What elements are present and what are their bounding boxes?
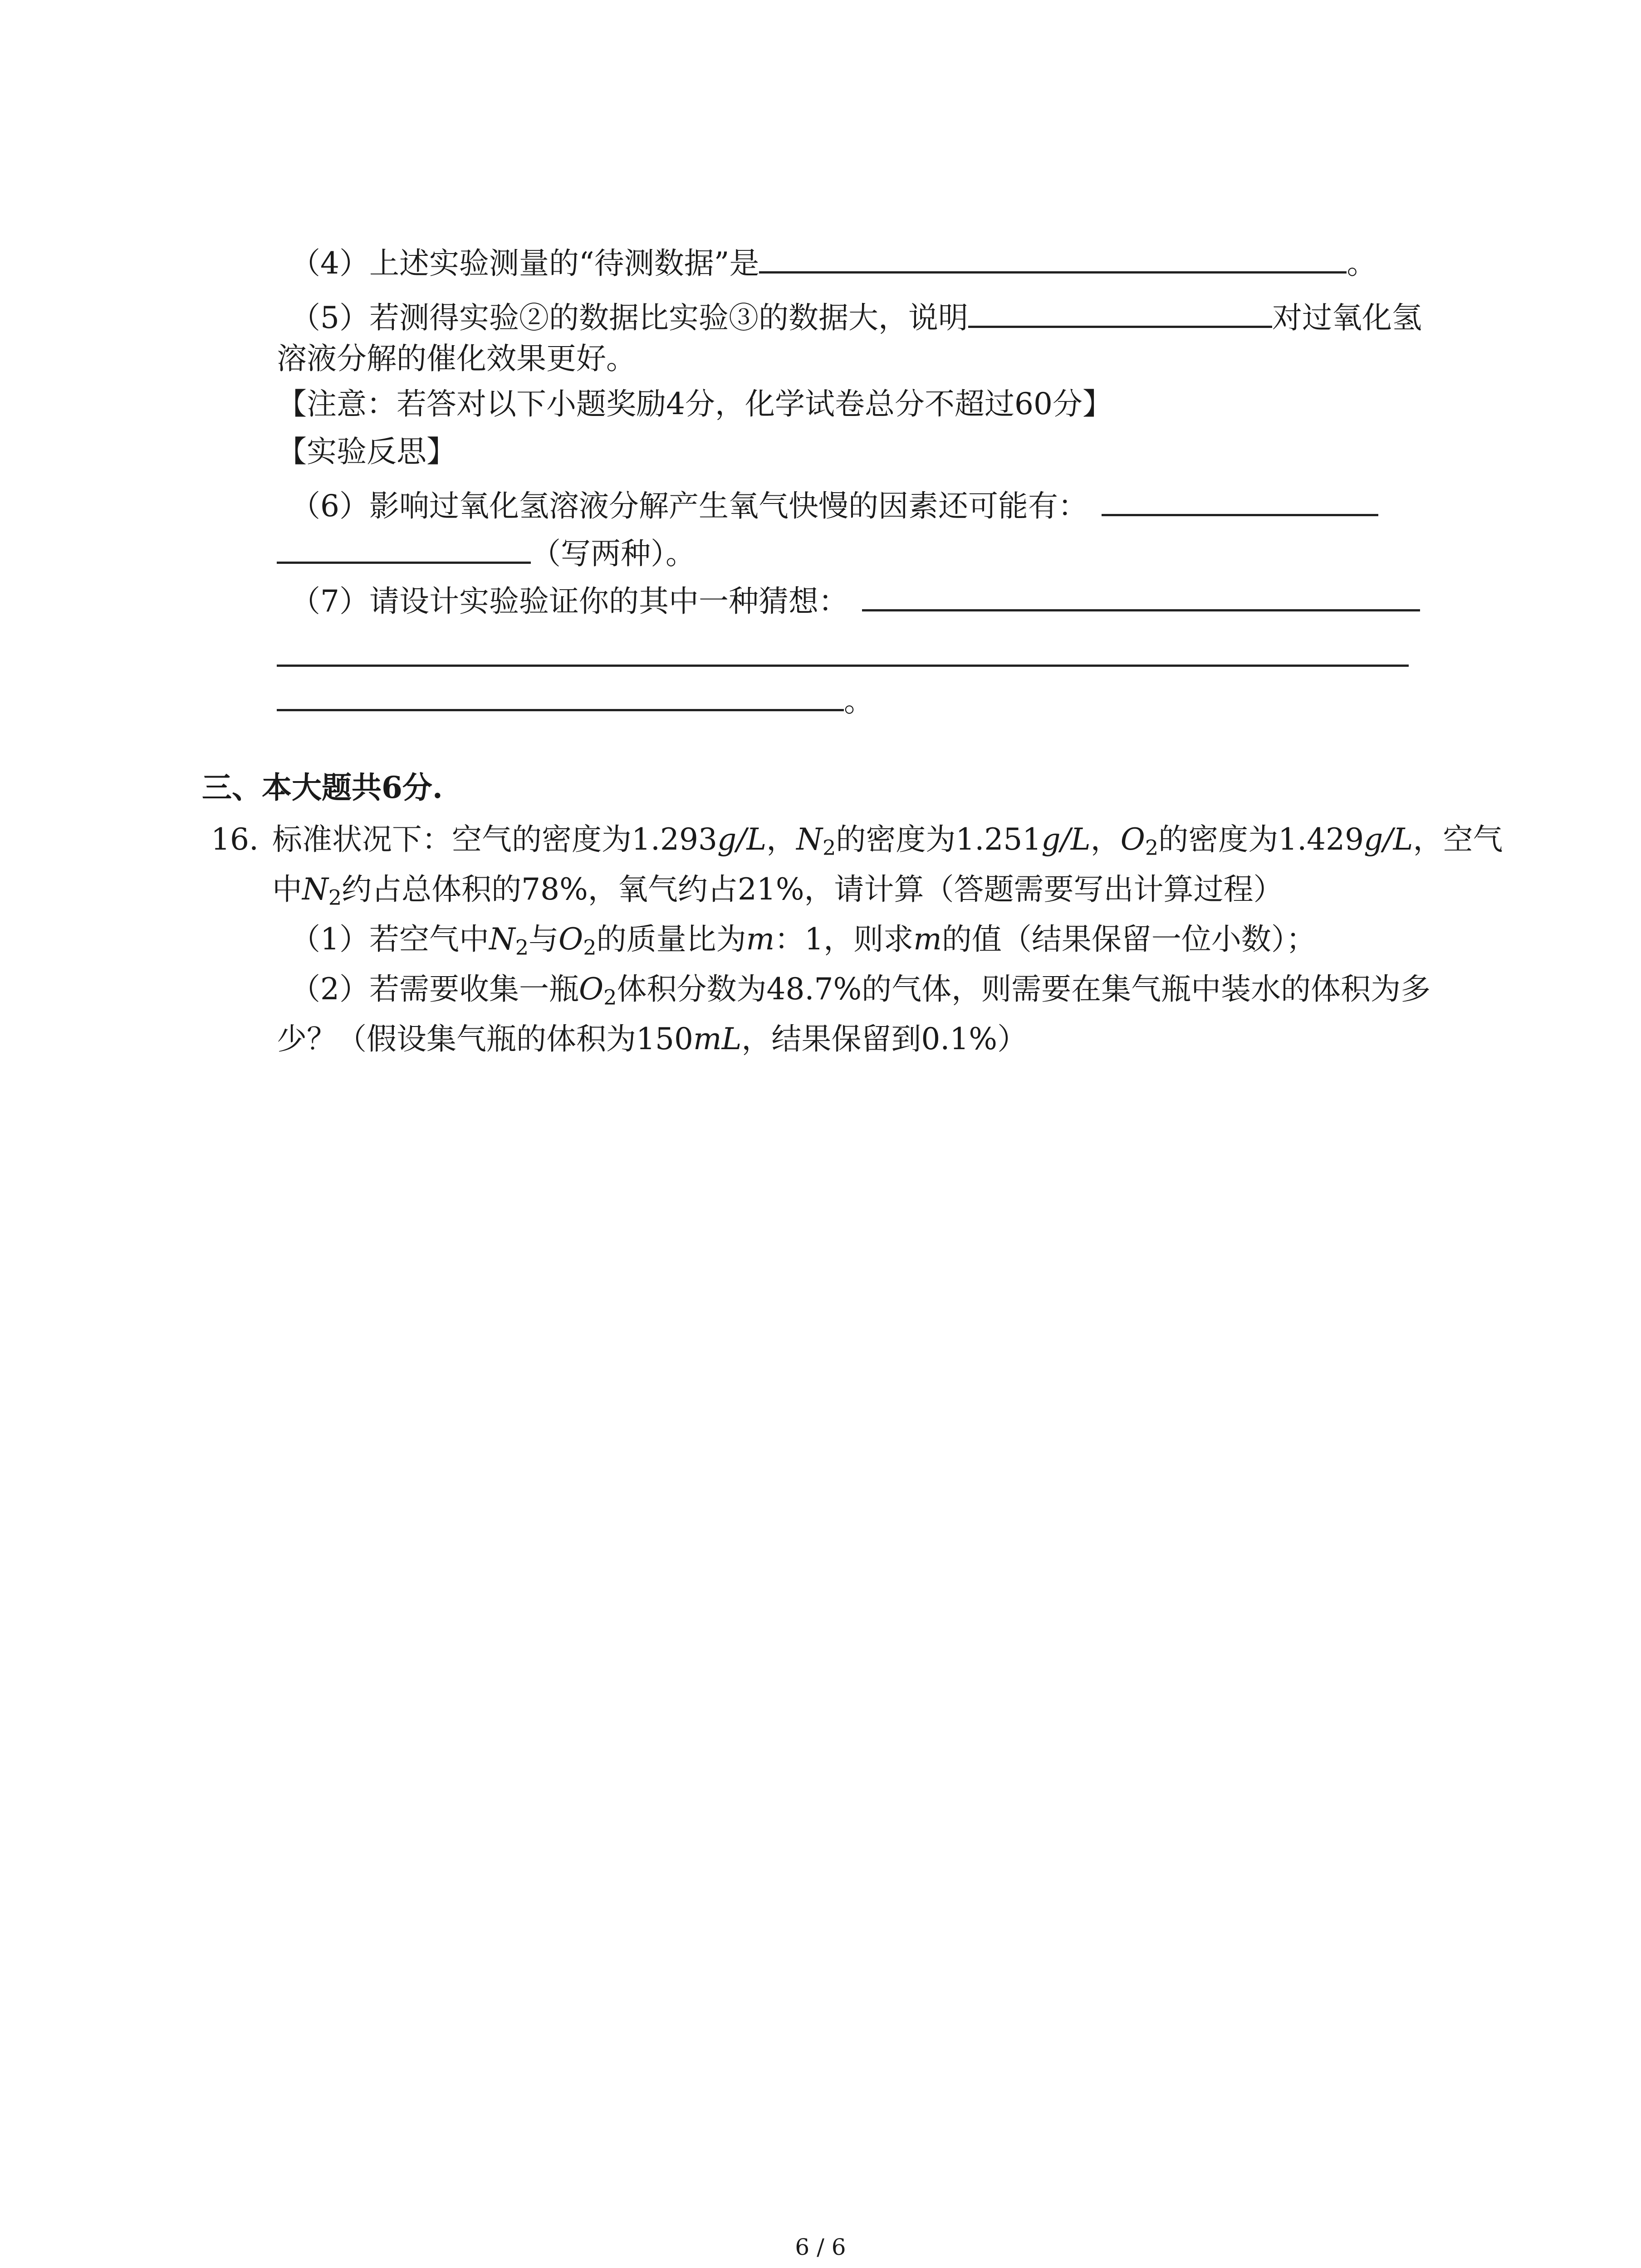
part-4-text: （4）上述实验测量的“待测数据”是 bbox=[290, 246, 759, 281]
answer-line-7b[interactable] bbox=[277, 665, 1409, 667]
question-16-part-2: （2）若需要收集一瓶$O_2$体积分数为48.7%的气体，则需要在集气瓶中装水的体积为多 bbox=[290, 972, 1431, 1010]
part-7-end: 。 bbox=[844, 684, 874, 719]
bonus-notice: 【注意：若答对以下小题奖励4分，化学试卷总分不超过60分】 bbox=[277, 386, 1112, 421]
part-7-text: （7）请设计实验验证你的其中一种猜想： bbox=[290, 584, 848, 619]
question-15-part-5 bbox=[290, 295, 1422, 335]
question-15-part-6 bbox=[290, 483, 1378, 523]
section-3-heading: 三、本大题共6分. bbox=[202, 770, 443, 805]
question-15-part-7 bbox=[290, 578, 1420, 618]
answer-blank-6a[interactable] bbox=[1102, 483, 1378, 516]
answer-blank-6b[interactable] bbox=[277, 531, 531, 564]
question-16-part-2-continuation: 少？（假设集气瓶的体积为150mL，结果保留到0.1%） bbox=[277, 1022, 1028, 1056]
answer-blank-4[interactable] bbox=[759, 240, 1347, 274]
question-15-part-4 bbox=[290, 240, 1376, 280]
question-16-part-1: （1）若空气中$N_2$与$O_2$的质量比为m：1，则求m的值（结果保留一位小数）； bbox=[290, 922, 1316, 960]
answer-blank-7a[interactable] bbox=[862, 578, 1420, 611]
part-6-tail: （写两种）。 bbox=[531, 536, 696, 571]
part-6-continuation bbox=[277, 531, 696, 571]
answer-blank-5[interactable] bbox=[968, 295, 1272, 328]
question-16-line-1: 标准状况下：空气的密度为1.293g/L，$N_2$的密度为1.251g/L，$O_2$的密度为1.429g/L，空气 bbox=[272, 822, 1503, 860]
part-5-continuation: 溶液分解的催化效果更好。 bbox=[277, 341, 636, 376]
part-7-last-line bbox=[277, 678, 874, 718]
part-6-text: （6）影响过氧化氢溶液分解产生氧气快慢的因素还可能有： bbox=[290, 489, 1088, 523]
part-5-text-b: 对过氧化氢 bbox=[1272, 300, 1422, 335]
page-number: 6 / 6 bbox=[795, 2234, 846, 2260]
part-4-end: 。 bbox=[1347, 246, 1377, 281]
reflection-heading: 【实验反思】 bbox=[277, 434, 456, 469]
question-16-line-2: 中$N_2$约占总体积的78%，氧气约占21%，请计算（答题需要写出计算过程） bbox=[272, 872, 1283, 910]
answer-blank-7c[interactable] bbox=[277, 678, 844, 711]
question-16-number: 16. bbox=[211, 822, 259, 857]
part-5-text-a: （5）若测得实验②的数据比实验③的数据大，说明 bbox=[290, 300, 968, 335]
